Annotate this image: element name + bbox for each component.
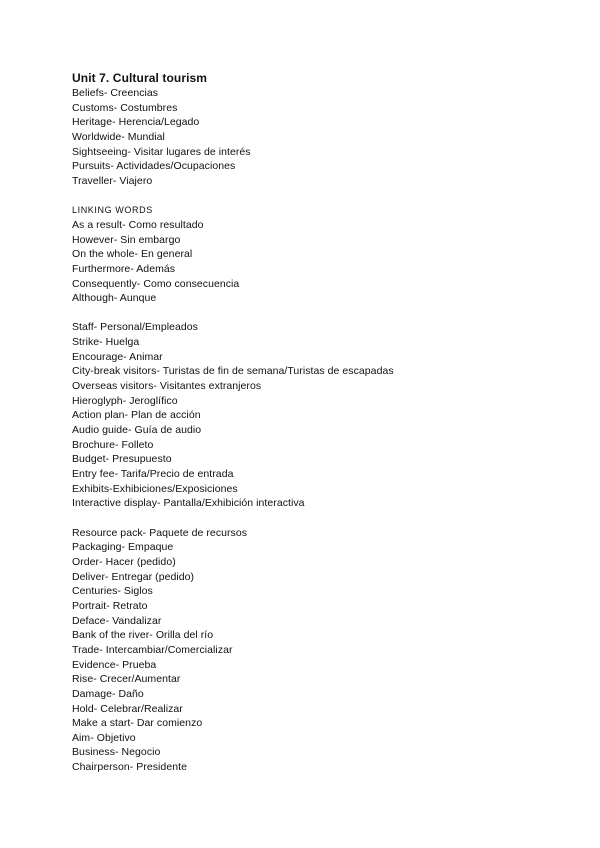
- vocab-item: Sightseeing- Visitar lugares de interés: [72, 145, 251, 158]
- vocab-item: Staff- Personal/Empleados: [72, 321, 198, 334]
- vocab-item: Pursuits- Actividades/Ocupaciones: [72, 160, 236, 173]
- vocab-item: Heritage- Herencia/Legado: [72, 116, 200, 129]
- vocab-item: Hieroglyph- Jeroglífico: [72, 394, 178, 407]
- vocab-item: Aim- Objetivo: [72, 731, 136, 744]
- vocab-item: Budget- Presupuesto: [72, 453, 172, 466]
- vocabulary-section-3: [72, 526, 572, 775]
- vocab-item: Packaging- Empaque: [72, 541, 174, 554]
- vocab-item: Business- Negocio: [72, 746, 161, 759]
- vocab-item: Encourage- Animar: [72, 350, 163, 363]
- linking-words-section: [72, 203, 572, 306]
- page-title: Unit 7. Cultural tourism: [72, 71, 208, 85]
- vocab-item: City-break visitors- Turistas de fin de semana/Turistas de escapadas: [72, 365, 394, 378]
- vocabulary-section-1: [72, 86, 572, 189]
- vocab-item: Damage- Daño: [72, 687, 144, 700]
- vocab-item: Trade- Intercambiar/Comercializar: [72, 643, 233, 656]
- section-spacer: [72, 189, 572, 204]
- vocab-item: Strike- Huelga: [72, 336, 140, 349]
- vocab-item: Interactive display- Pantalla/Exhibición interactiva: [72, 497, 305, 510]
- section-spacer: [72, 306, 572, 321]
- vocab-item: Bank of the river- Orilla del río: [72, 629, 214, 642]
- vocab-item: Beliefs- Creencias: [72, 87, 159, 99]
- vocab-item: Action plan- Plan de acción: [72, 409, 201, 422]
- vocab-item: Portrait- Retrato: [72, 599, 148, 612]
- vocab-item: Entry fee- Tarifa/Precio de entrada: [72, 468, 234, 481]
- vocab-item: Traveller- Viajero: [72, 174, 153, 187]
- linking-word-item: Furthermore- Además: [72, 262, 176, 275]
- vocab-item: Evidence- Prueba: [72, 658, 157, 671]
- linking-word-item: Consequently- Como consecuencia: [72, 277, 240, 290]
- vocab-item: Customs- Costumbres: [72, 101, 178, 114]
- linking-word-item: However- Sin embargo: [72, 233, 181, 246]
- vocab-item: Deface- Vandalizar: [72, 614, 162, 627]
- vocab-item: Hold- Celebrar/Realizar: [72, 702, 183, 715]
- vocab-item: Chairperson- Presidente: [72, 761, 187, 774]
- linking-word-item: Although- Aunque: [72, 292, 157, 305]
- vocab-item: Rise- Crecer/Aumentar: [72, 673, 181, 686]
- vocab-item: Brochure- Folleto: [72, 438, 154, 451]
- document-page: [72, 71, 572, 775]
- vocab-item: Centuries- Siglos: [72, 585, 153, 598]
- linking-words-heading: LINKING WORDS: [72, 205, 153, 216]
- vocab-item: Exhibits-Exhibiciones/Exposiciones: [72, 482, 238, 495]
- vocab-item: Make a start- Dar comienzo: [72, 717, 203, 730]
- vocab-item: Order- Hacer (pedido): [72, 555, 176, 568]
- vocab-item: Audio guide- Guía de audio: [72, 424, 202, 437]
- vocab-item: Deliver- Entregar (pedido): [72, 570, 195, 583]
- vocab-item: Overseas visitors- Visitantes extranjeros: [72, 380, 262, 393]
- vocab-item: Worldwide- Mundial: [72, 130, 165, 143]
- linking-word-item: On the whole- En general: [72, 248, 193, 261]
- section-spacer: [72, 511, 572, 526]
- linking-word-item: As a result- Como resultado: [72, 218, 204, 231]
- vocab-item: Resource pack- Paquete de recursos: [72, 526, 248, 539]
- vocabulary-section-2: [72, 320, 572, 511]
